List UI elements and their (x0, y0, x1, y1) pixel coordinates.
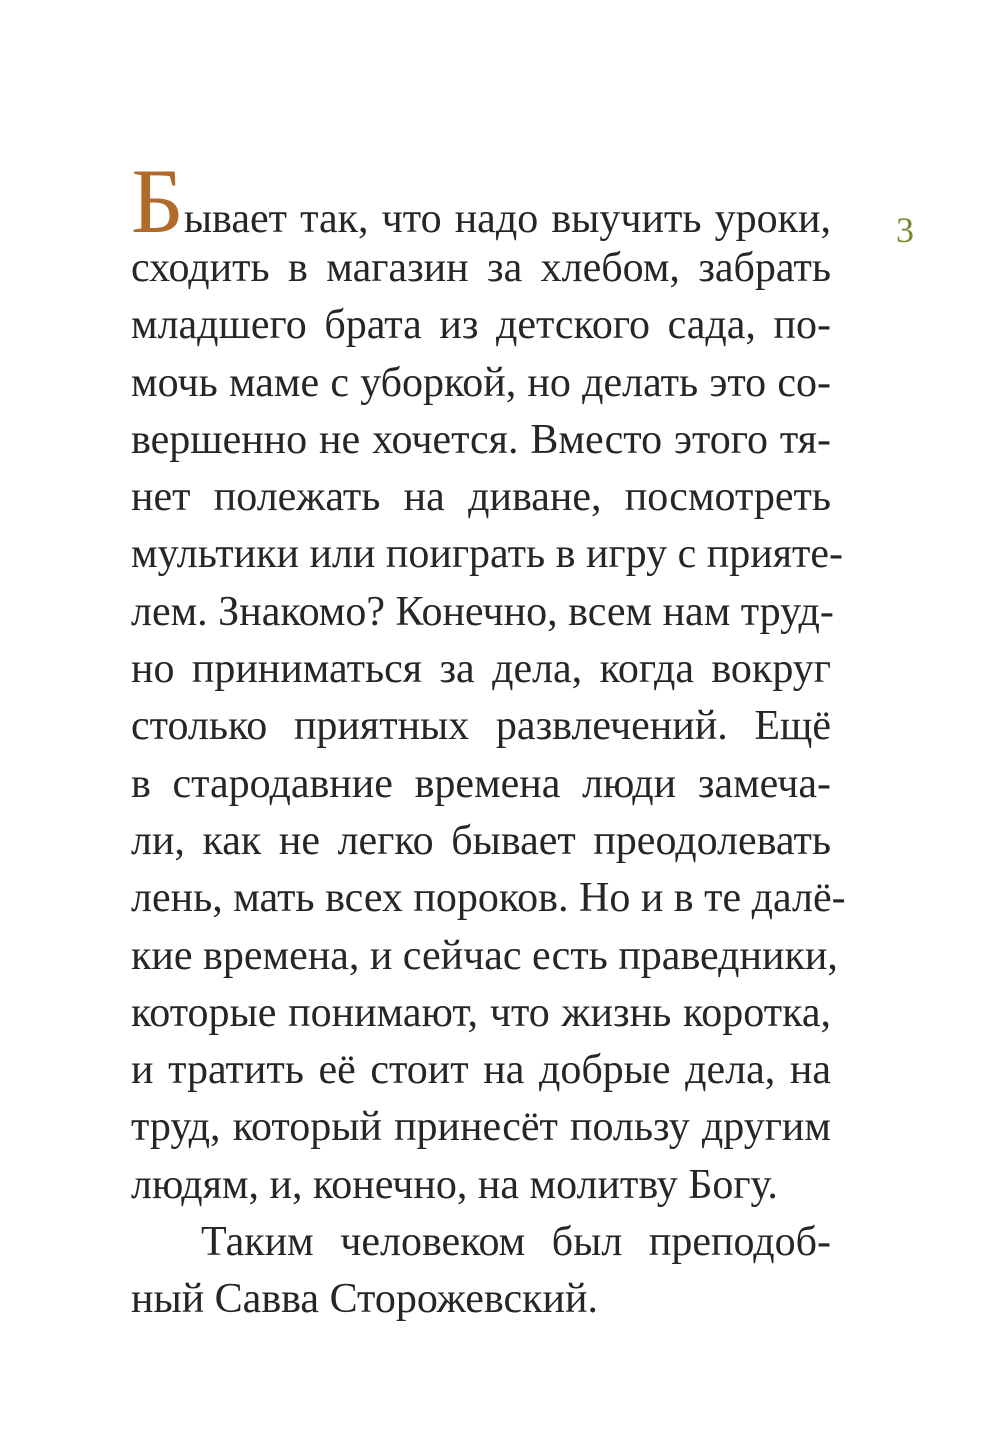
text-line: и тратить её стоит на добрые дела, на (131, 1047, 831, 1094)
text-line: ный Савва Сторожевский. (131, 1276, 598, 1323)
text-line: труд, который принесёт пользу другим (131, 1104, 831, 1151)
text-line (131, 150, 831, 252)
text-block (131, 150, 846, 1329)
text-line: в стародавние времена люди замеча- (131, 760, 831, 807)
text-line: лем. Знакомо? Конечно, всем нам труд- (131, 588, 834, 635)
text-line: ли, как не легко бывает преодолевать (131, 817, 831, 864)
text-line: столько приятных развлечений. Ещё (131, 703, 831, 750)
text-line: которые понимают, что жизнь коротка, (131, 989, 831, 1036)
text-line: кие времена, и сейчас есть праведники, (131, 932, 838, 979)
text-line: но приниматься за дела, когда вокруг (131, 646, 831, 693)
text-line: младшего брата из детского сада, по- (131, 302, 831, 349)
text-line: вершенно не хочется. Вместо этого тя- (131, 416, 831, 463)
page-number: 3 (896, 210, 914, 250)
text-line: мочь маме с уборкой, но делать это со- (131, 359, 831, 406)
text-line: лень, мать всех пороков. Но и в те далё- (131, 875, 846, 922)
text-line: сходить в магазин за хлебом, забрать (131, 245, 831, 291)
text-line: мультики или поиграть в игру с прияте- (131, 531, 843, 578)
text-line: Таким человеком был преподоб- (201, 1219, 831, 1266)
text-line: нет полежать на диване, посмотреть (131, 474, 831, 521)
drop-cap: Б (131, 150, 184, 252)
text-line: людям, и, конечно, на молитву Богу. (131, 1161, 778, 1208)
text-line-content: ывает так, что надо выучить уроки, (183, 196, 831, 242)
